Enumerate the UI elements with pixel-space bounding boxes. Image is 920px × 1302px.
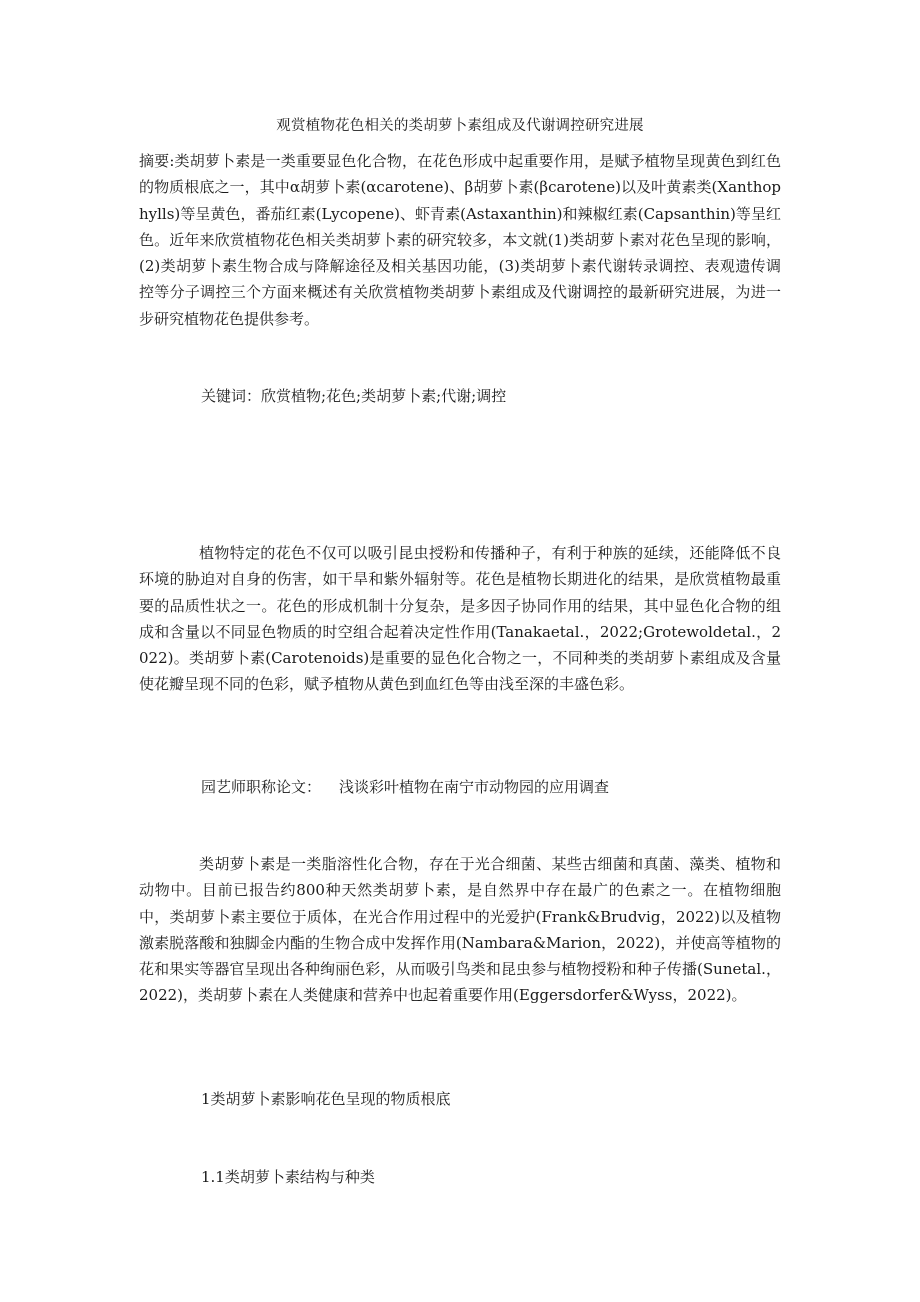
abstract-text: 类胡萝卜素是一类重要显色化合物，在花色形成中起重要作用，是赋予植物呈现黄色到红色的物质根底之一，其中α胡萝卜素(αcarotene)、β胡萝卜素(βcarotene)以及叶黄素类(Xanthophylls)等呈黄色，番茄红素(Lycopene)、虾青素(Astaxanthin)和辣椒红素(Capsanthin)等呈红色。近年来欣赏植物花色相关类胡萝卜素的研究较多，本文就(1)类胡萝卜素对花色呈现的影响，(2)类胡萝卜素生物合成与降解途径及相关基因功能，(3)类胡萝卜素代谢转录调控、表观遗传调控等分子调控三个方面来概述有关欣赏植物类胡萝卜素组成及代谢调控的最新研究进展，为进一步研究植物花色提供参考。: [139, 152, 781, 328]
abstract-paragraph: [139, 148, 781, 332]
abstract-label: 摘要:: [139, 152, 175, 170]
intro-paragraph: 植物特定的花色不仅可以吸引昆虫授粉和传播种子，有利于种族的延续，还能降低不良环境的胁迫对自身的伤害，如干旱和紫外辐射等。花色是植物长期进化的结果，是欣赏植物最重要的品质性状之一。花色的形成机制十分复杂，是多因子协同作用的结果，其中显色化合物的组成和含量以不同显色物质的时空组合起着决定性作用(Tanakaetal.，2022;Grotewoldetal.，2022)。类胡萝卜素(Carotenoids)是重要的显色化合物之一，不同种类的类胡萝卜素组成及含量使花瓣呈现不同的色彩，赋予植物从黄色到血红色等由浅至深的丰盛色彩。: [139, 544, 781, 694]
keywords-line: 关键词：欣赏植物;花色;类胡萝卜素;代谢;调控: [201, 387, 507, 405]
section-heading-1-1: 1.1类胡萝卜素结构与种类: [201, 1168, 375, 1186]
document-title: 观赏植物花色相关的类胡萝卜素组成及代谢调控研究进展: [276, 118, 644, 134]
related-article-link[interactable]: 浅谈彩叶植物在南宁市动物园的应用调查: [339, 778, 610, 796]
related-article-label: 园艺师职称论文：: [201, 778, 322, 796]
section-heading-1: 1类胡萝卜素影响花色呈现的物质根底: [201, 1090, 451, 1108]
related-article-line: [201, 776, 609, 798]
second-paragraph: 类胡萝卜素是一类脂溶性化合物，存在于光合细菌、某些古细菌和真菌、藻类、植物和动物中。目前已报告约800种天然类胡萝卜素，是自然界中存在最广的色素之一。在植物细胞中，类胡萝卜素主要位于质体，在光合作用过程中的光爱护(Frank&Brudvig，2022)以及植物激素脱落酸和独脚金内酯的生物合成中发挥作用(Nambara&Marion，2022)，并使高等植物的花和果实等器官呈现出各种绚丽色彩，从而吸引鸟类和昆虫参与植物授粉和种子传播(Sunetal.，2022)，类胡萝卜素在人类健康和营养中也起着重要作用(Eggersdorfer&Wyss，2022)。: [139, 855, 781, 1005]
